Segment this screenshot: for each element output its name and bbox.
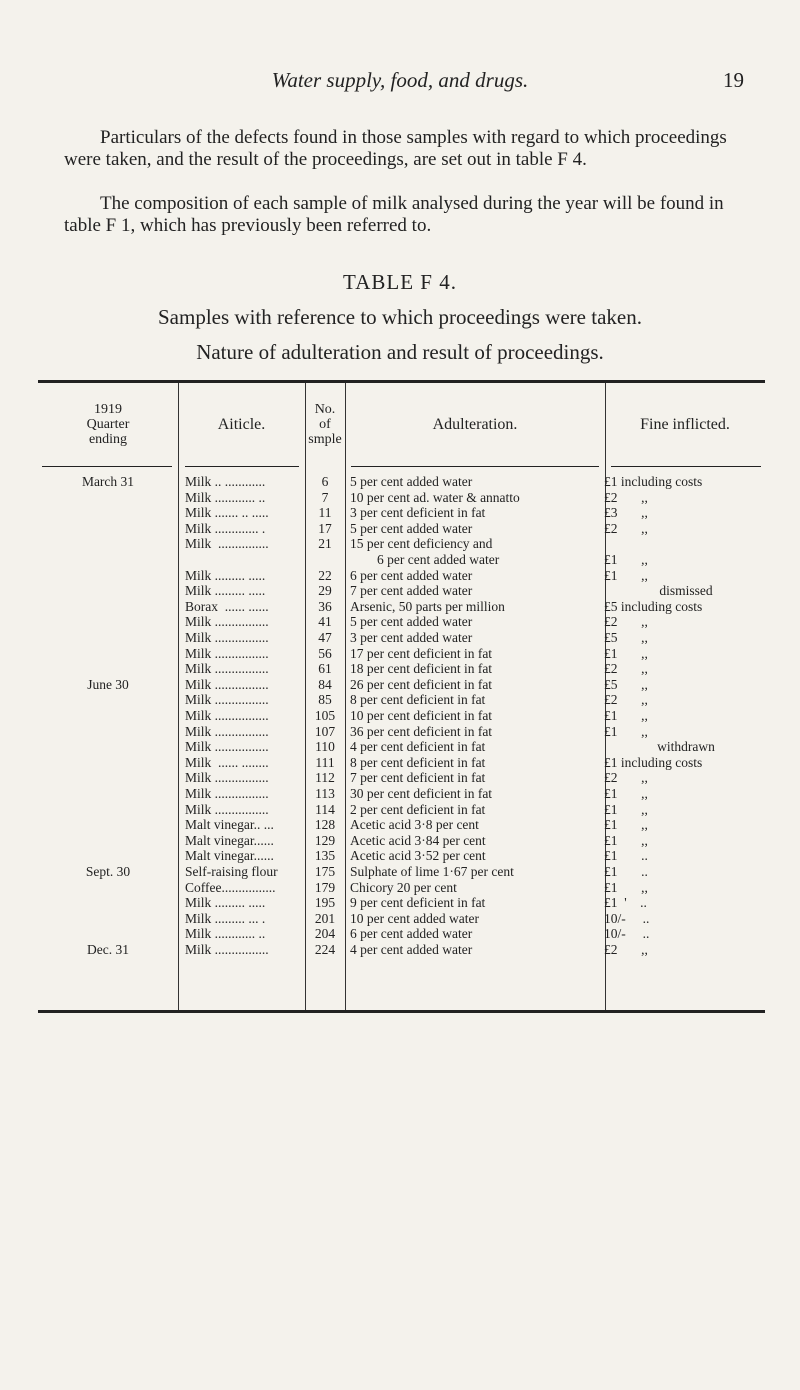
table-row <box>38 724 765 739</box>
row-adulteration: 4 per cent added water <box>350 942 473 957</box>
row-sample-no: 29 <box>318 583 332 599</box>
table-row <box>38 802 765 817</box>
row-fine: £1 .. <box>604 864 648 879</box>
row-fine: £3 ,, <box>604 505 648 521</box>
row-article: Malt vinegar...... <box>185 848 274 864</box>
header-rule <box>611 466 761 467</box>
row-sample-no: 201 <box>314 910 336 926</box>
header-rule <box>351 466 599 467</box>
row-fine: £2 ,, <box>604 692 648 708</box>
row-fine: £1 ,, <box>604 879 648 895</box>
row-article: Milk ....... .. ..... <box>185 505 269 521</box>
row-fine: £2 ,, <box>604 661 648 677</box>
row-adulteration: 9 per cent deficient in fat <box>350 895 486 911</box>
header-article: Aiticle. <box>217 416 266 433</box>
row-adulteration: 5 per cent added water <box>350 614 473 630</box>
row-adulteration: 7 per cent deficient in fat <box>350 770 486 786</box>
row-sample-no: 114 <box>315 801 335 817</box>
row-adulteration: Arsenic, 50 parts per million <box>350 598 505 614</box>
row-article: Self-raising flour <box>185 864 278 879</box>
row-sample-no: 135 <box>314 848 336 864</box>
row-sample-no: 110 <box>315 739 335 755</box>
composition-paragraph: The composition of each sample of milk analysed during the year will be found in table F 1, which has previously been referred to. <box>64 193 724 236</box>
row-fine: £2 ,, <box>604 520 648 536</box>
row-article: Milk ................ <box>185 723 269 739</box>
row-sample-no: 195 <box>314 895 336 911</box>
row-adulteration: 10 per cent deficient in fat <box>350 708 493 723</box>
row-sample-no: 107 <box>314 723 336 739</box>
row-adulteration: 2 per cent deficient in fat <box>350 801 486 817</box>
row-fine: £2 ,, <box>604 614 648 630</box>
row-fine: 10/- .. <box>604 910 650 926</box>
row-article: Milk ................ <box>185 708 269 723</box>
row-article: Milk ............... <box>185 536 269 552</box>
header-smple: smple <box>308 432 342 447</box>
row-adulteration: 6 per cent added water <box>350 552 500 567</box>
row-fine: £1 ,, <box>604 801 648 817</box>
header-fine: Fine inflicted. <box>640 416 730 433</box>
table-row <box>38 490 765 505</box>
table-row <box>38 599 765 614</box>
row-fine: £5 ,, <box>604 630 648 645</box>
row-article: Milk ...... ........ <box>185 754 269 770</box>
row-quarter: June 30 <box>87 676 129 692</box>
row-fine: £1 ,, <box>604 817 648 833</box>
table-row <box>38 817 765 832</box>
row-fine: £1 ,, <box>604 832 648 848</box>
header-of: of <box>319 417 331 432</box>
running-head: Water supply, food, and drugs. <box>271 68 529 92</box>
row-fine: dismissed <box>659 583 713 599</box>
table-row <box>38 474 765 489</box>
row-article: Milk ................ <box>185 801 269 817</box>
table-row <box>38 833 765 848</box>
table-title: TABLE F 4. <box>343 270 457 294</box>
table-row <box>38 521 765 536</box>
row-sample-no: 128 <box>314 817 336 833</box>
row-fine: withdrawn <box>657 739 715 755</box>
row-adulteration: 10 per cent added water <box>350 910 479 926</box>
row-article: Milk ................ <box>185 630 269 645</box>
row-sample-no: 41 <box>318 614 332 630</box>
row-article: Milk ................ <box>185 770 269 786</box>
table-row <box>38 864 765 879</box>
row-article: Milk ......... ..... <box>185 583 266 599</box>
row-adulteration: 15 per cent deficiency and <box>350 536 493 552</box>
row-sample-no: 7 <box>321 489 329 505</box>
row-adulteration: Acetic acid 3·52 per cent <box>350 848 486 864</box>
row-sample-no: 175 <box>314 864 336 879</box>
row-fine: £1 including costs <box>604 474 703 489</box>
row-sample-no: 113 <box>315 786 335 801</box>
table-row <box>38 895 765 910</box>
row-article: Milk .. ............ <box>185 474 266 489</box>
row-adulteration: Chicory 20 per cent <box>350 879 457 895</box>
row-adulteration: 8 per cent deficient in fat <box>350 754 486 770</box>
row-article: Milk ......... ... . <box>185 910 266 926</box>
row-fine: £1 ' .. <box>604 895 647 911</box>
table-row <box>38 646 765 661</box>
row-fine: £1 ,, <box>604 567 648 583</box>
header-rule <box>185 466 299 467</box>
row-adulteration: Acetic acid 3·84 per cent <box>350 832 486 848</box>
row-fine: £1 ,, <box>604 645 648 661</box>
table-row <box>38 614 765 629</box>
row-article: Milk ............. . <box>185 520 266 536</box>
table-row <box>38 708 765 723</box>
row-quarter: Dec. 31 <box>87 942 129 957</box>
table-row <box>38 677 765 692</box>
header-quarter-label: Quarter <box>86 417 130 432</box>
table-row <box>38 552 765 567</box>
table-subtitle-2: Nature of adulteration and result of proceedings. <box>196 340 604 364</box>
table-f4 <box>38 380 765 1016</box>
row-adulteration: 3 per cent added water <box>350 630 473 645</box>
header-quarter <box>38 402 178 447</box>
row-sample-no: 179 <box>314 879 336 895</box>
row-sample-no: 129 <box>314 832 336 848</box>
row-sample-no: 105 <box>314 708 336 723</box>
row-adulteration: 26 per cent deficient in fat <box>350 676 493 692</box>
row-adulteration: 6 per cent added water <box>350 926 473 942</box>
row-sample-no: 36 <box>318 598 332 614</box>
row-article: Milk ............ .. <box>185 489 266 505</box>
row-article: Milk ................ <box>185 645 269 661</box>
table-row <box>38 505 765 520</box>
table-row <box>38 770 765 785</box>
row-fine: £1 ,, <box>604 708 648 723</box>
row-article: Malt vinegar...... <box>185 832 274 848</box>
row-article: Milk ......... ..... <box>185 567 266 583</box>
row-adulteration: 5 per cent added water <box>350 474 473 489</box>
row-fine: £2 ,, <box>604 770 648 786</box>
table-row <box>38 692 765 707</box>
row-adulteration: 30 per cent deficient in fat <box>350 786 493 801</box>
table-row <box>38 942 765 957</box>
row-sample-no: 56 <box>318 645 332 661</box>
header-no: No. <box>314 402 336 417</box>
row-article: Coffee................ <box>185 879 276 895</box>
table-row <box>38 880 765 895</box>
row-quarter: Sept. 30 <box>85 864 131 879</box>
row-sample-no: 112 <box>315 770 335 786</box>
row-article: Milk ................ <box>185 739 269 755</box>
row-sample-no: 6 <box>321 474 329 489</box>
row-sample-no: 85 <box>318 692 332 708</box>
header-sample-no <box>305 402 345 447</box>
row-article: Milk ................ <box>185 661 269 677</box>
header-quarter-year: 1919 <box>94 402 122 417</box>
table-row <box>38 911 765 926</box>
row-fine: £1 ,, <box>604 723 648 739</box>
row-adulteration: 7 per cent added water <box>350 583 473 599</box>
row-adulteration: 8 per cent deficient in fat <box>350 692 486 708</box>
table-bottom-rule <box>38 1010 765 1013</box>
row-sample-no: 61 <box>318 661 332 677</box>
row-fine: £1 ,, <box>604 786 648 801</box>
row-article: Milk ................ <box>185 786 269 801</box>
table-row <box>38 739 765 754</box>
table-row <box>38 755 765 770</box>
row-adulteration: 10 per cent ad. water & annatto <box>350 489 520 505</box>
table-row <box>38 848 765 863</box>
table-row <box>38 630 765 645</box>
row-sample-no: 11 <box>318 505 332 521</box>
intro-paragraph: Particulars of the defects found in those samples with regard to which proceedings were taken, and the result of the proceedings, are set out in table F 4. <box>64 127 727 170</box>
row-article: Milk ................ <box>185 676 269 692</box>
row-article: Milk ......... ..... <box>185 895 266 911</box>
row-sample-no: 47 <box>318 630 332 645</box>
table-row <box>38 583 765 598</box>
row-article: Malt vinegar.. ... <box>185 817 274 833</box>
row-sample-no: 84 <box>318 676 332 692</box>
row-adulteration: Sulphate of lime 1·67 per cent <box>350 864 514 879</box>
table-row <box>38 568 765 583</box>
row-article: Milk ................ <box>185 692 269 708</box>
row-article: Milk ................ <box>185 942 269 957</box>
row-sample-no: 204 <box>314 926 336 942</box>
page-number: 19 <box>723 68 744 92</box>
table-row <box>38 536 765 551</box>
row-fine: £5 including costs <box>604 598 703 614</box>
row-adulteration: 36 per cent deficient in fat <box>350 723 493 739</box>
row-sample-no: 17 <box>318 520 332 536</box>
row-adulteration: 4 per cent deficient in fat <box>350 739 486 755</box>
row-article: Milk ............ .. <box>185 926 266 942</box>
row-sample-no: 111 <box>315 754 335 770</box>
row-article: Milk ................ <box>185 614 269 630</box>
header-rule <box>42 466 172 467</box>
row-fine: £1 ,, <box>604 552 648 567</box>
header-adulteration: Adulteration. <box>432 416 518 433</box>
table-row <box>38 661 765 676</box>
table-top-rule <box>38 380 765 383</box>
row-article: Borax ...... ...... <box>185 598 269 614</box>
row-fine: £5 ,, <box>604 676 648 692</box>
row-fine: 10/- .. <box>604 926 650 942</box>
row-sample-no: 22 <box>318 567 332 583</box>
row-sample-no: 21 <box>318 536 332 552</box>
row-fine: £2 ,, <box>604 942 648 957</box>
row-quarter: March 31 <box>81 474 135 489</box>
row-adulteration: 6 per cent added water <box>350 567 473 583</box>
row-adulteration: 3 per cent deficient in fat <box>350 505 486 521</box>
table-subtitle-1: Samples with reference to which proceedings were taken. <box>158 305 642 329</box>
row-adulteration: Acetic acid 3·8 per cent <box>350 817 479 833</box>
header-quarter-ending: ending <box>88 432 128 447</box>
table-row <box>38 926 765 941</box>
row-adulteration: 18 per cent deficient in fat <box>350 661 493 677</box>
row-sample-no: 224 <box>314 942 336 957</box>
page-header <box>0 68 800 98</box>
row-adulteration: 5 per cent added water <box>350 520 473 536</box>
table-row <box>38 786 765 801</box>
row-adulteration: 17 per cent deficient in fat <box>350 645 493 661</box>
row-fine: £1 including costs <box>604 754 703 770</box>
row-fine: £2 ,, <box>604 489 648 505</box>
row-fine: £1 .. <box>604 848 648 864</box>
